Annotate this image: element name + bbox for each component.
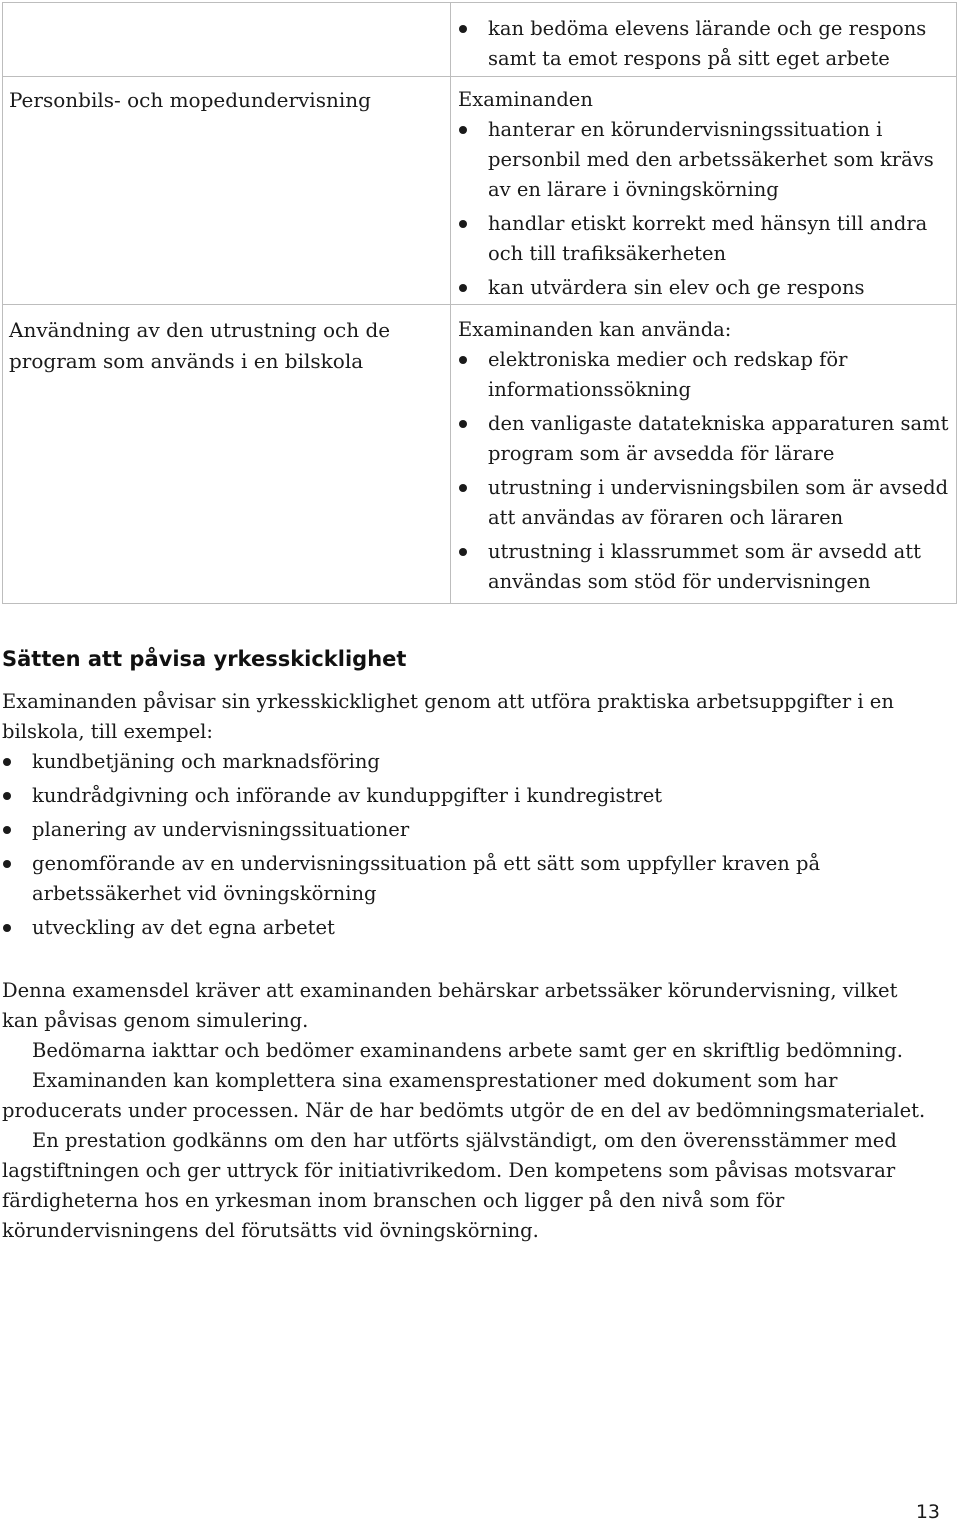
bullet-item: hanterar en körundervisningssituation i personbil med den arbetssäkerhet som krävs av en lärare i övningskörning (458, 115, 953, 205)
row1-content (458, 14, 953, 74)
row1-bullet-list (458, 14, 953, 74)
bullet-item: den vanligaste datatekniska apparaturen samt program som är avsedda för lärare (458, 409, 953, 469)
section-title: Sätten att påvisa yrkesskicklighet (2, 647, 407, 671)
bullet-item: kan utvärdera sin elev och ge respons (458, 273, 953, 303)
bullet-item: handlar etiskt korrekt med hänsyn till andra och till trafiksäkerheten (458, 209, 953, 269)
paragraph: En prestation godkänns om den har utförts självständigt, om den överensstämmer med lagstiftningen och ger uttryck för initiativrikedom. Den kompetens som påvisas motsvarar färdigheterna hos en yrkesman inom branschen och ligger på den nivå som för körundervisningens del förutsätts vid övningskörning. (2, 1129, 897, 1242)
bullet-item: kan bedöma elevens lärande och ge respons samt ta emot respons på sitt eget arbete (458, 14, 953, 74)
row-divider-2 (3, 304, 956, 305)
row2-bullet-list (458, 115, 953, 303)
column-divider (450, 3, 451, 603)
section-intro-block (2, 687, 932, 943)
bullet-item: utrustning i klassrummet som är avsedd att användas som stöd för undervisningen (458, 537, 953, 597)
bullet-item: utveckling av det egna arbetet (2, 913, 932, 943)
section-bullet-list (2, 747, 932, 943)
row2-label: Personbils- och mopedundervisning (9, 88, 371, 112)
row-divider-1 (3, 76, 956, 77)
row2-heading: Examinanden (458, 88, 593, 111)
row2-content (458, 85, 953, 303)
bullet-item: genomförande av en undervisningssituation på ett sätt som uppfyller kraven på arbetssäkerhet vid övningskörning (2, 849, 932, 909)
bullet-item: utrustning i undervisningsbilen som är avsedd att användas av föraren och läraren (458, 473, 953, 533)
paragraph: Examinanden kan komplettera sina examensprestationer med dokument som har producerats under processen. När de har bedömts utgör de en del av bedömningsmaterialet. (2, 1069, 926, 1122)
section-intro: Examinanden påvisar sin yrkesskicklighet genom att utföra praktiska arbetsuppgifter i en bilskola, till exempel: (2, 690, 894, 743)
bullet-item: kundbetjäning och marknadsföring (2, 747, 932, 777)
criteria-table (2, 2, 957, 604)
row3-heading: Examinanden kan använda: (458, 318, 732, 341)
row3-content (458, 315, 953, 597)
bullet-item: elektroniska medier och redskap för informationssökning (458, 345, 953, 405)
bullet-item: planering av undervisningssituationer (2, 815, 932, 845)
section-paragraphs (2, 976, 932, 1246)
paragraph: Bedömarna iakttar och bedömer examinandens arbete samt ger en skriftlig bedömning. (32, 1039, 903, 1062)
bullet-item: kundrådgivning och införande av kunduppgifter i kundregistret (2, 781, 932, 811)
page-number: 13 (915, 1501, 940, 1523)
row3-bullet-list (458, 345, 953, 597)
paragraph: Denna examensdel kräver att examinanden behärskar arbetssäker körundervisning, vilket kan påvisas genom simulering. (2, 979, 898, 1032)
row3-label: Användning av den utrustning och de program som används i en bilskola (9, 318, 391, 373)
